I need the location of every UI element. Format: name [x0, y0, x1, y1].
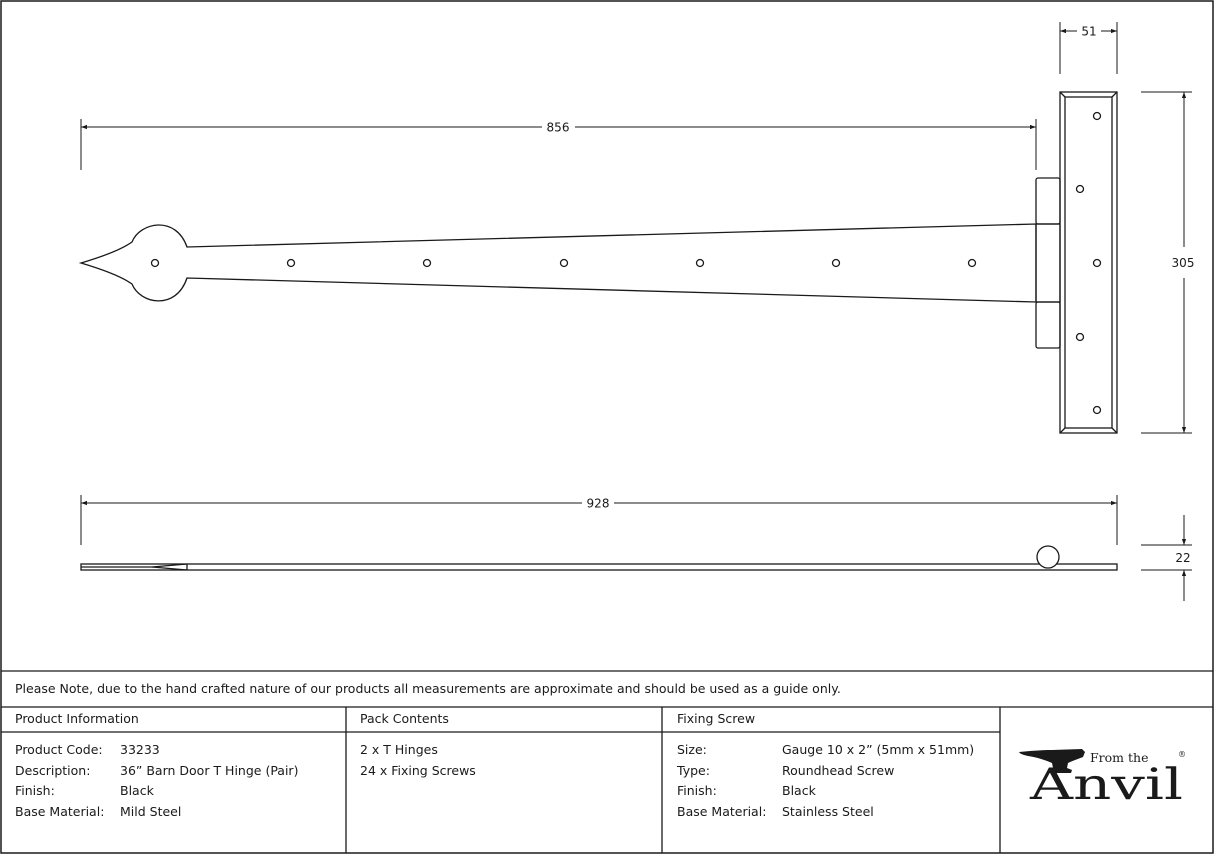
screw-material-label: Base Material:	[677, 804, 767, 819]
logo-registered-mark: ®	[1178, 750, 1186, 759]
screw-finish-value: Black	[782, 783, 816, 798]
lower-knuckle	[1036, 302, 1060, 348]
screw-hole	[561, 260, 568, 267]
hinge-top-view	[81, 92, 1117, 433]
base-material-label: Base Material:	[15, 804, 105, 819]
fixing-screw-rows	[676, 742, 974, 819]
middle-knuckle	[1036, 224, 1060, 302]
dimension-label-928: 928	[586, 496, 610, 511]
product-code-label: Product Code:	[15, 742, 103, 757]
screw-type-label: Type:	[677, 763, 710, 778]
upper-knuckle	[1036, 178, 1060, 224]
screw-size-value: Gauge 10 x 2” (5mm x 51mm)	[782, 742, 975, 757]
description-label: Description:	[15, 763, 91, 778]
screw-hole	[969, 260, 976, 267]
pack-contents-heading: Pack Contents	[360, 711, 449, 726]
screw-hole	[833, 260, 840, 267]
dimension-label-51: 51	[1081, 24, 1097, 39]
screw-hole	[1094, 260, 1101, 267]
from-the-anvil-logo	[1019, 749, 1186, 810]
fixing-screw-heading: Fixing Screw	[677, 711, 756, 726]
product-information-heading: Product Information	[15, 711, 139, 726]
screw-size-label: Size:	[677, 742, 707, 757]
hinge-side-view	[81, 546, 1117, 570]
t-plate-outer	[1060, 92, 1117, 433]
finish-label: Finish:	[15, 783, 55, 798]
pack-contents-item: 2 x T Hinges	[360, 742, 438, 757]
dimension-label-22: 22	[1175, 551, 1191, 565]
screw-type-value: Roundhead Screw	[782, 763, 895, 778]
product-information-rows	[15, 742, 298, 819]
sheet-border	[1, 1, 1213, 853]
base-material-value: Mild Steel	[120, 804, 182, 819]
description-value: 36” Barn Door T Hinge (Pair)	[120, 763, 299, 778]
dimension-label-305: 305	[1171, 256, 1195, 270]
screw-hole	[1077, 334, 1084, 341]
logo-brand: Anvil	[1028, 760, 1183, 810]
screw-hole	[1094, 113, 1101, 120]
screw-finish-label: Finish:	[677, 783, 717, 798]
screw-hole	[152, 260, 159, 267]
screw-material-value: Stainless Steel	[782, 804, 874, 819]
screw-hole	[1094, 407, 1101, 414]
side-strap	[81, 564, 1117, 570]
side-knuckle	[1037, 546, 1059, 568]
screw-hole	[697, 260, 704, 267]
screw-hole	[288, 260, 295, 267]
dimension-label-856: 856	[546, 120, 570, 135]
disclaimer-note: Please Note, due to the hand crafted nature of our products all measurements are approximate and should be used as a guide only.	[15, 681, 841, 696]
strap-outline	[81, 224, 1036, 302]
product-code-value: 33233	[120, 742, 160, 757]
finish-value: Black	[120, 783, 154, 798]
pack-contents-item: 24 x Fixing Screws	[360, 763, 476, 778]
logo-tagline: From the	[1090, 750, 1149, 765]
screw-hole	[424, 260, 431, 267]
t-plate-inner	[1065, 97, 1112, 428]
screw-hole	[1077, 186, 1084, 193]
